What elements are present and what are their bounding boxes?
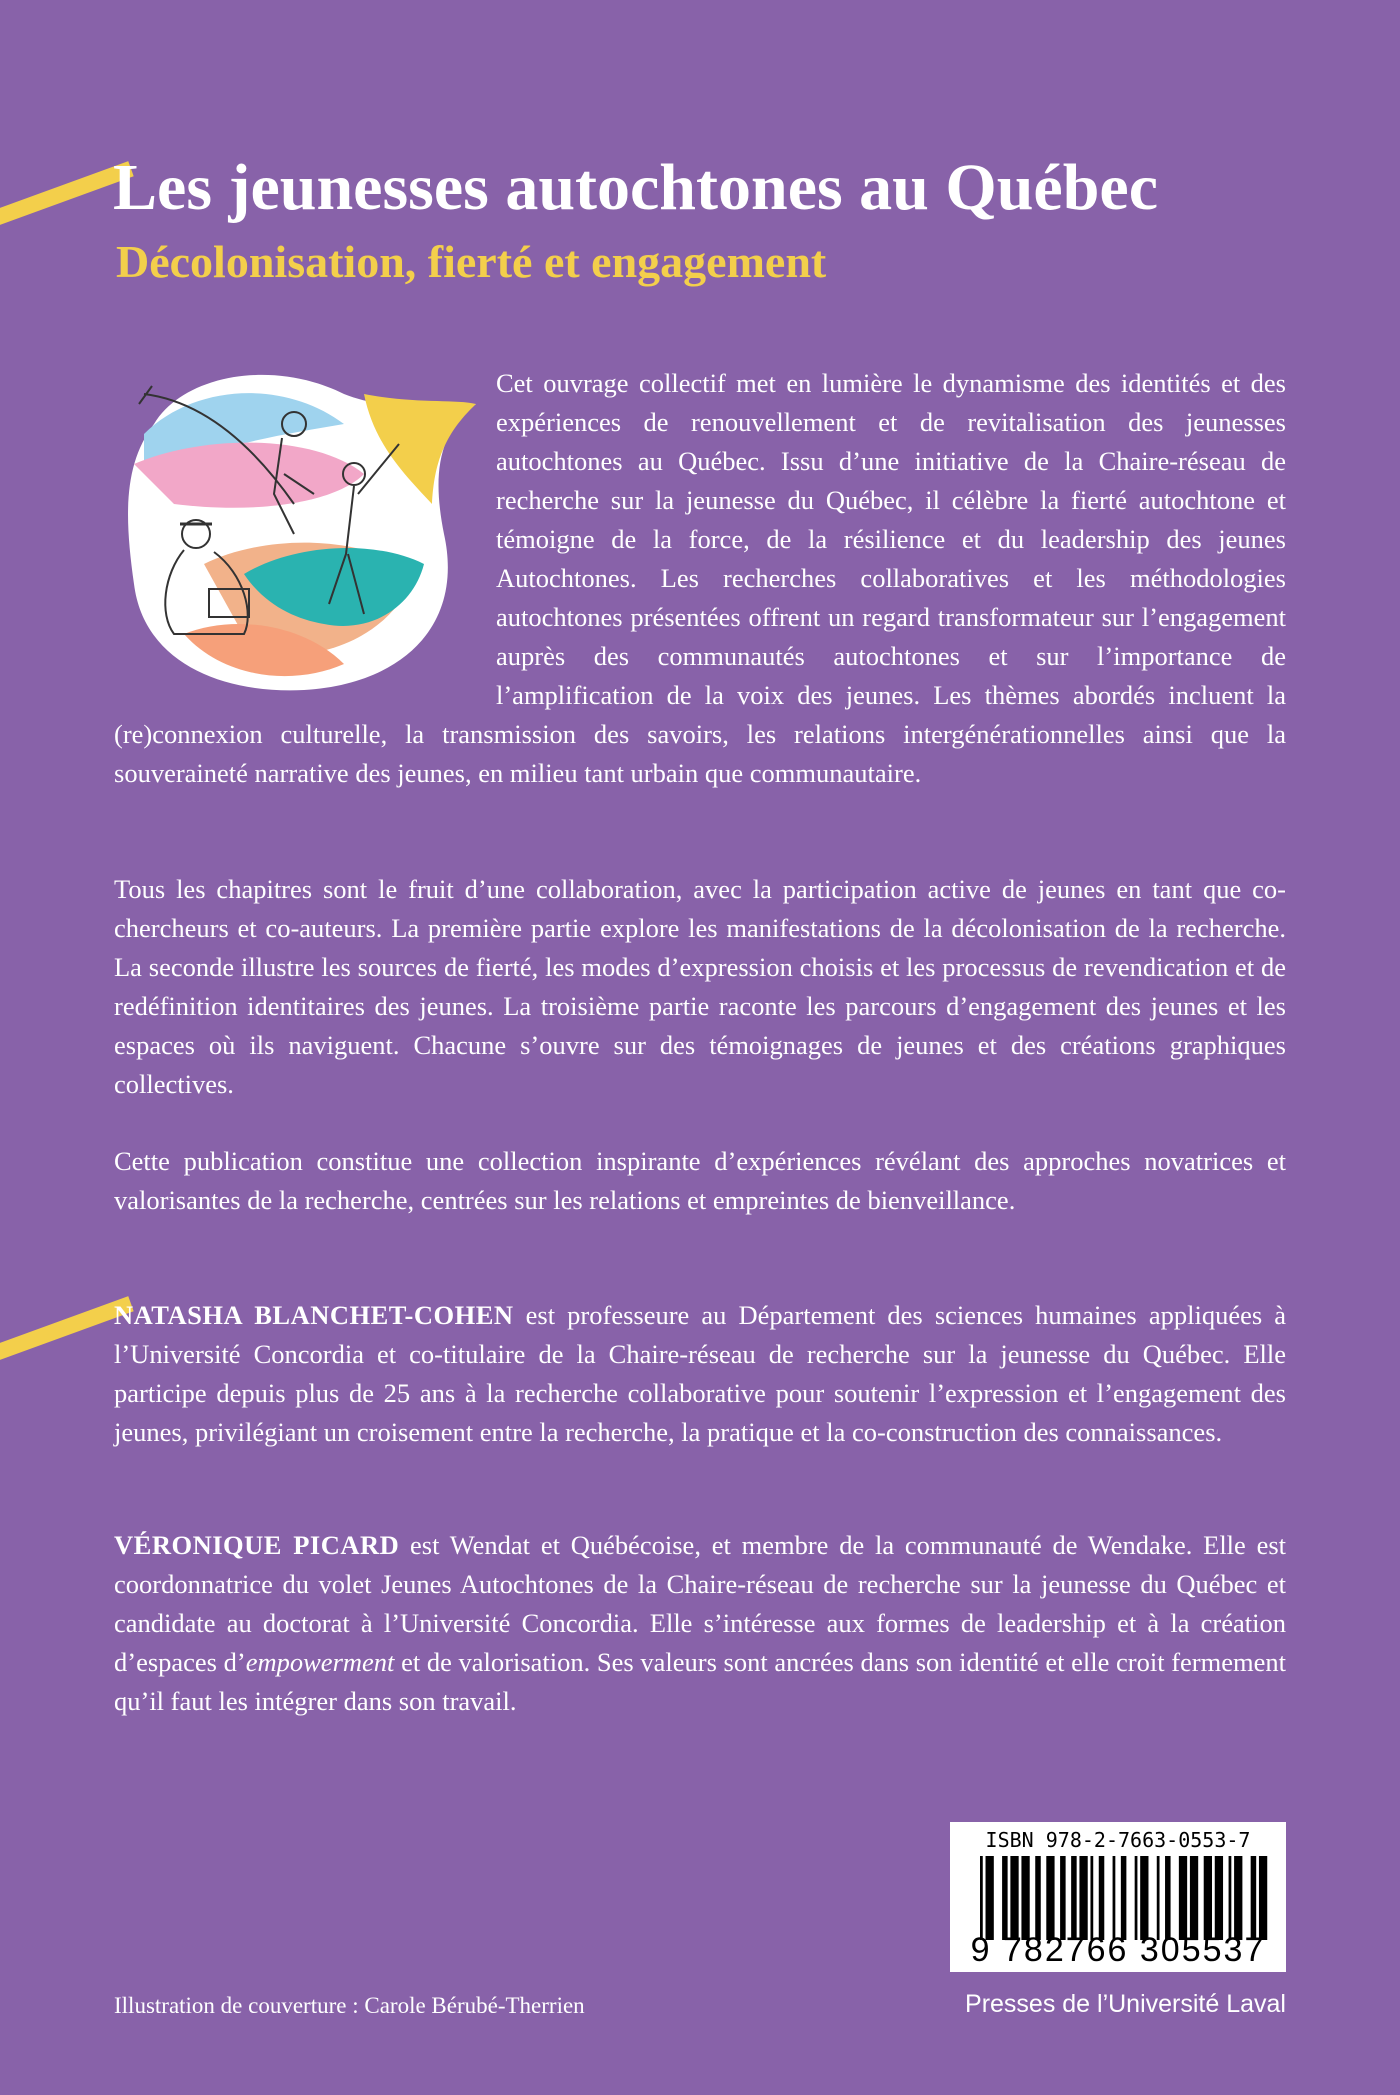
- barcode-bar: [986, 1856, 994, 1940]
- book-title: Les jeunesses autochtones au Québec: [113, 151, 1159, 224]
- barcode-bar: [1190, 1856, 1198, 1940]
- barcode-bar: [1135, 1856, 1138, 1940]
- barcode-bar: [1165, 1856, 1171, 1940]
- author-bio-1-text: est professeure au Département des sciences humaines appliquées à l’Université Concordia et co-titulaire de la Chaire-réseau de recherche sur la jeunesse du Québec. Elle participe depuis plus de 25 ans à la recherche collaborative pour soutenir l’expression et l’engagement des jeunes, privilégiant un croisement entre la recherche, la pratique et la co-construction des connaissances.: [114, 1300, 1286, 1447]
- isbn-digits: 9 782766 305537: [970, 1931, 1266, 1969]
- barcode-bar: [1140, 1856, 1148, 1940]
- barcode-bar: [1179, 1856, 1187, 1940]
- barcode-bar: [1079, 1856, 1087, 1940]
- barcode-bar: [1113, 1856, 1116, 1940]
- barcode-bar: [1010, 1856, 1018, 1940]
- barcode-bars: [980, 1856, 1270, 1940]
- author-bio-2: [114, 1526, 1286, 1721]
- barcode-bar: [1229, 1856, 1232, 1940]
- author-bio-2-text-end: et de valorisation. Ses valeurs sont ancrées dans son identité et elle croit fermement qu’il faut les intégrer dans son travail.: [114, 1647, 1286, 1716]
- barcode-bar: [1121, 1856, 1127, 1940]
- barcode-bar: [1099, 1856, 1105, 1940]
- description-intro-text: Cet ouvrage collectif met en lumière le dynamisme des identités et des expériences de renouvellement et de revitalisation des jeunesses autochtones au Québec. Issu d’une initiative de la Chaire-réseau de recherche sur la jeunesse du Québec, il célèbre la fierté autochtone et témoigne de la force, de la résilience et du leadership des jeunes Autochtones. Les recherches collaboratives et les méthodologies autochtones présentées offrent un regard transformateur sur l’engagement auprès des communautés autochtones et sur l’importance de l’amplification de la voix des jeunes. Les thèmes abordés incluent la (re)connexion culturelle, la transmission des savoirs, les relations intergénérationnelles ainsi que la souveraineté narrative des jeunes, en milieu tant urbain que communautaire.: [114, 368, 1286, 788]
- barcode-bar: [1046, 1856, 1054, 1940]
- barcode-bar: [1090, 1856, 1093, 1940]
- description-paragraph-3: Cette publication constitue une collection inspirante d’expériences révélant des approches novatrices et valorisantes de la recherche, centrées sur les relations et empreintes de bienveillance.: [114, 1146, 1286, 1215]
- description-paragraph-2: Tous les chapitres sont le fruit d’une collaboration, avec la participation active de jeunes en tant que co-chercheurs et co-auteurs. La première partie explore les manifestations de la décolonisation de la recherche. La seconde illustre les sources de fierté, les modes d’expression choisis et les processus de revendication et de redéfinition identitaires des jeunes. La troisième partie raconte les parcours d’engagement des jeunes et les espaces où ils naviguent. Chacune s’ouvre sur des témoignages de jeunes et des créations graphiques collectives.: [114, 874, 1286, 1099]
- author-bio-2-emphasis: empowerment: [245, 1647, 395, 1677]
- barcode-bar: [1215, 1856, 1223, 1940]
- description-intro: [114, 364, 1286, 793]
- book-subtitle: Décolonisation, fierté et engagement: [116, 236, 827, 287]
- isbn-barcode: [950, 1822, 1286, 1972]
- cover-illustration: [114, 364, 482, 696]
- author-name-1: NATASHA BLANCHET-COHEN: [114, 1300, 514, 1330]
- barcode-bar: [1021, 1856, 1029, 1940]
- author-bio-1: [114, 1296, 1286, 1452]
- barcode-bar: [1035, 1856, 1041, 1940]
- barcode-bar: [1071, 1856, 1077, 1940]
- barcode-bar: [1157, 1856, 1160, 1940]
- barcode-bar: [980, 1856, 983, 1940]
- barcode-bar: [1002, 1856, 1008, 1940]
- illustration-credit: Illustration de couverture : Carole Bérubé-Therrien: [114, 1993, 585, 2018]
- barcode-bar: [1259, 1856, 1267, 1940]
- barcode-bar: [1234, 1856, 1242, 1940]
- author-name-2: VÉRONIQUE PICARD: [114, 1530, 400, 1560]
- barcode-bar: [1060, 1856, 1066, 1940]
- barcode-bar: [1251, 1856, 1257, 1940]
- publisher-name: Presses de l’Université Laval: [965, 1990, 1286, 2018]
- isbn-label: ISBN 978-2-7663-0553-7: [985, 1828, 1251, 1852]
- author-bio-2-text: est Wendat et Québécoise, et membre de la communauté de Wendake. Elle est coordonnatrice du volet Jeunes Autochtones de la Chaire-réseau de recherche sur la jeunesse du Québec et candidate au doctorat à l’Université Concordia. Elle s’intéresse aux formes de leadership et à la création d’espaces d’: [114, 1530, 1287, 1677]
- barcode-bar: [1204, 1856, 1212, 1940]
